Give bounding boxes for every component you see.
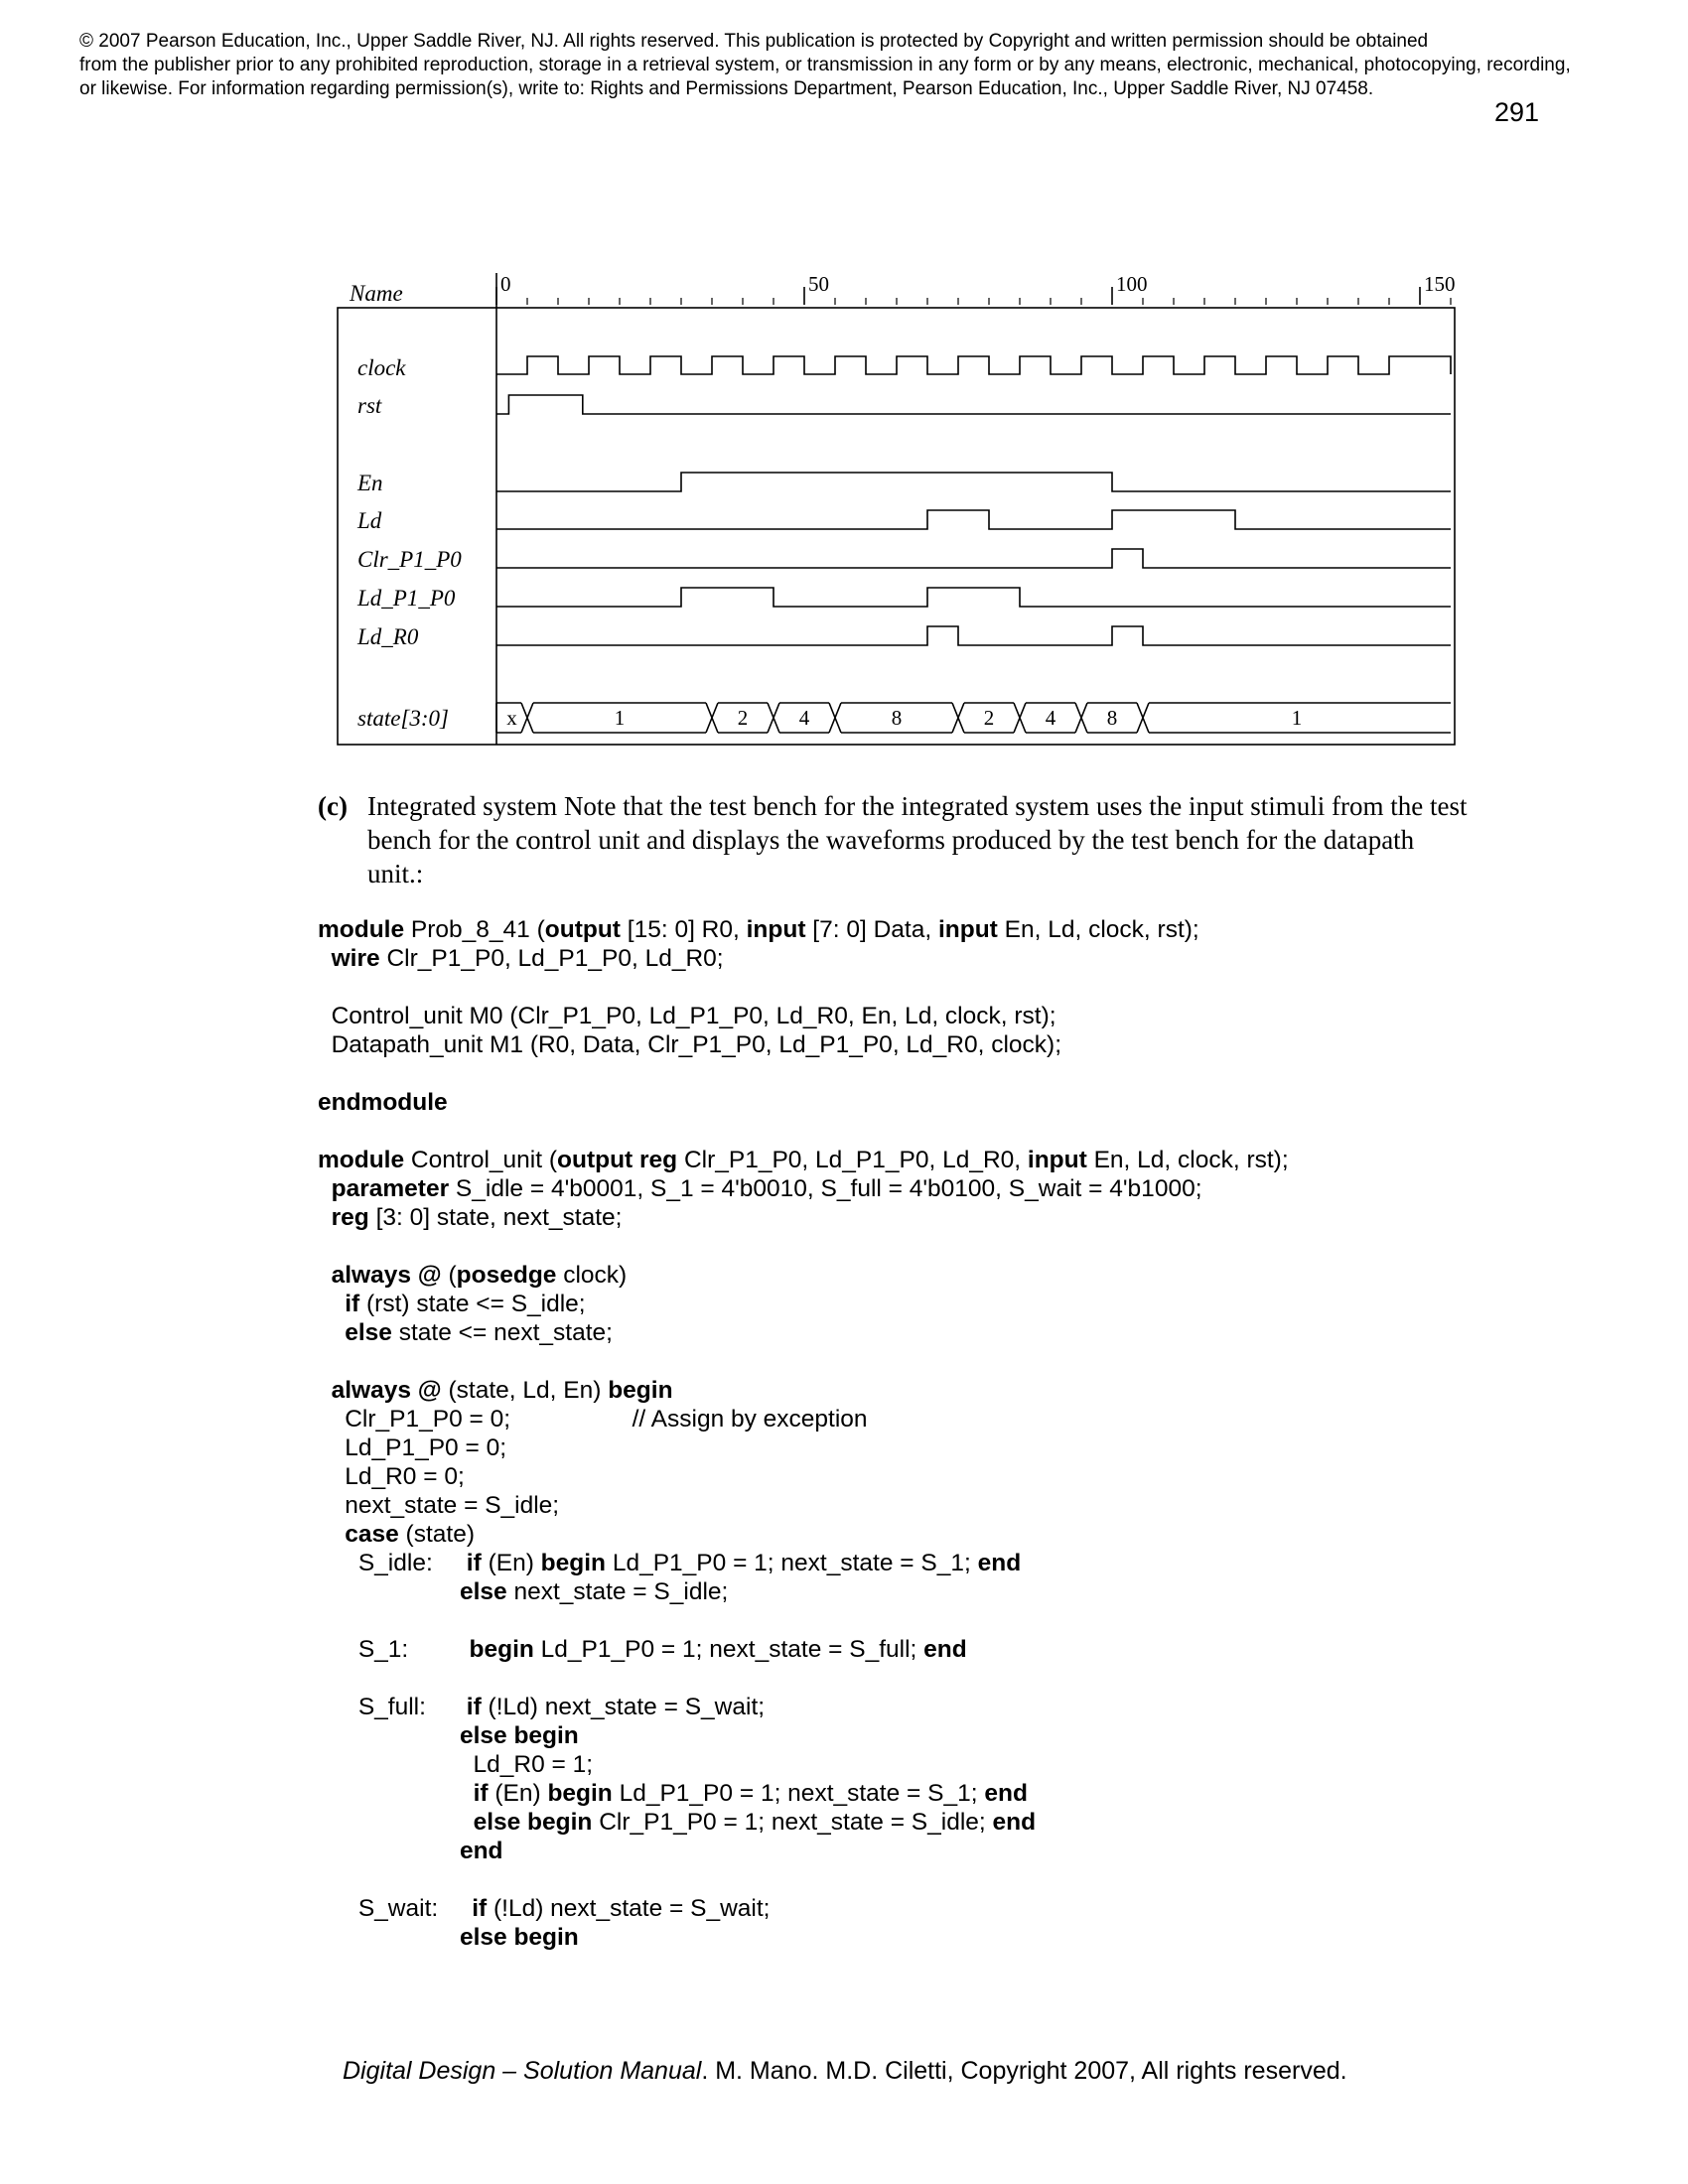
code-text [318, 1175, 332, 1202]
code-text: S_full: [318, 1694, 467, 1720]
code-keyword: input [1027, 1147, 1087, 1173]
timing-diagram [328, 263, 1479, 759]
code-keyword: end [923, 1636, 967, 1663]
code-text: Control_unit ( [404, 1147, 558, 1173]
code-text: Ld_P1_P0 = 1; next_state = S_1; [612, 1780, 985, 1807]
code-text: En, Ld, clock, rst); [1086, 1147, 1289, 1173]
code-line [318, 1635, 967, 1664]
code-keyword: posedge [456, 1262, 557, 1289]
page-footer [343, 2057, 1345, 2086]
code-line [318, 944, 724, 973]
bus-transition [706, 703, 718, 733]
footer-book-title: Digital Design – Solution Manual [343, 2057, 702, 2085]
bus-value-label: 8 [891, 706, 903, 730]
code-text [318, 945, 332, 972]
code-text: S_1: [318, 1636, 470, 1663]
signal-waveform [496, 549, 1451, 568]
code-text: (En) [488, 1780, 548, 1807]
code-keyword: parameter [331, 1175, 450, 1202]
bus-transition [768, 703, 779, 733]
signal-label: Ld [357, 508, 382, 533]
code-line [318, 1174, 1202, 1203]
code-keyword: end [992, 1809, 1037, 1836]
bus-value-label: 4 [1045, 706, 1056, 730]
signal-waveform [496, 473, 1451, 491]
code-keyword: if [345, 1291, 360, 1317]
code-line [318, 1577, 728, 1606]
code-line [318, 1290, 586, 1318]
code-keyword: begin [540, 1550, 607, 1576]
code-text: Control_unit M0 (Clr_P1_P0, Ld_P1_P0, Ld_R0, En, Ld, clock, rst); [318, 1003, 1056, 1029]
code-text [318, 1291, 345, 1317]
code-keyword: wire [331, 945, 380, 972]
code-keyword: case [345, 1521, 399, 1548]
code-text [318, 1780, 474, 1807]
code-keyword: end [984, 1780, 1028, 1807]
code-text [318, 1924, 460, 1951]
copyright-notice [79, 30, 1628, 101]
code-text: Datapath_unit M1 (R0, Data, Clr_P1_P0, Ld_P1_P0, Ld_R0, clock); [318, 1031, 1062, 1058]
code-text [318, 1838, 460, 1864]
code-keyword: output reg [557, 1147, 678, 1173]
signal-label: En [357, 471, 383, 495]
code-line [318, 1376, 673, 1405]
code-text: next_state = S_idle; [318, 1492, 560, 1519]
code-text [318, 1204, 332, 1231]
code-line [318, 1808, 1036, 1837]
section-paragraph [318, 789, 1470, 890]
code-keyword: begin [469, 1636, 534, 1663]
code-text: En, Ld, clock, rst); [997, 916, 1199, 943]
code-keyword: end [977, 1550, 1022, 1576]
code-line [318, 1405, 868, 1433]
code-text: (rst) state <= S_idle; [359, 1291, 586, 1317]
code-keyword: input [937, 916, 998, 943]
bus-transition [952, 703, 964, 733]
code-text: (En) [481, 1550, 541, 1576]
code-line [318, 1146, 1289, 1174]
code-keyword: endmodule [318, 1089, 448, 1116]
code-keyword: if [466, 1550, 482, 1576]
clock-waveform [496, 356, 1451, 374]
code-line [318, 1894, 771, 1923]
bus-value-label: 2 [983, 706, 995, 730]
bus-transition [1014, 703, 1026, 733]
code-keyword: if [466, 1694, 482, 1720]
code-text: next_state = S_idle; [506, 1578, 729, 1605]
code-text: Ld_R0 = 0; [318, 1463, 465, 1490]
copyright-line: © 2007 Pearson Education, Inc., Upper Saddle River, NJ. All rights reserved. This publication is protected by Copyright and written permission should be obtained [79, 31, 1429, 52]
code-text: Ld_P1_P0 = 1; next_state = S_1; [606, 1550, 978, 1576]
code-text: [7: 0] Data, [805, 916, 938, 943]
code-line [318, 1261, 627, 1290]
code-keyword: else begin [459, 1924, 579, 1951]
code-text: Clr_P1_P0, Ld_P1_P0, Ld_R0; [379, 945, 724, 972]
code-keyword: always @ [331, 1262, 442, 1289]
code-keyword: begin [608, 1377, 673, 1404]
axis-tick-label: 150 [1424, 272, 1456, 296]
code-keyword: end [459, 1838, 503, 1864]
code-line [318, 1837, 503, 1865]
signal-label: Clr_P1_P0 [357, 547, 462, 572]
code-text [318, 1377, 332, 1404]
code-line [318, 1203, 622, 1232]
code-line [318, 1549, 1021, 1577]
bus-value-label: x [506, 706, 517, 730]
code-text [318, 1809, 474, 1836]
code-text [318, 1262, 332, 1289]
code-text: Prob_8_41 ( [404, 916, 545, 943]
code-keyword: reg [331, 1204, 369, 1231]
code-keyword: else [345, 1319, 392, 1346]
code-line [318, 1491, 559, 1520]
code-line [318, 1779, 1028, 1808]
code-text: Clr_P1_P0, Ld_P1_P0, Ld_R0, [677, 1147, 1028, 1173]
code-text: ( [441, 1262, 457, 1289]
code-text [318, 1319, 345, 1346]
code-keyword: module [318, 1147, 405, 1173]
bus-transition [521, 703, 533, 733]
code-text: S_idle = 4'b0001, S_1 = 4'b0010, S_full = 4'b0100, S_wait = 4'b1000; [449, 1175, 1202, 1202]
signal-waveform [496, 588, 1451, 607]
code-text: S_wait: [318, 1895, 473, 1922]
code-text: [3: 0] state, next_state; [368, 1204, 623, 1231]
section-tag: (c) [318, 791, 348, 821]
code-keyword: else begin [473, 1809, 593, 1836]
code-text [318, 1578, 460, 1605]
code-text: Ld_R0 = 1; [318, 1751, 594, 1778]
bus-transition [1075, 703, 1087, 733]
axis-tick-label: 50 [808, 272, 829, 296]
code-text: [15: 0] R0, [620, 916, 747, 943]
bus-value-label: 1 [614, 706, 626, 730]
code-keyword: input [746, 916, 806, 943]
code-keyword: if [473, 1780, 489, 1807]
code-keyword: if [472, 1895, 488, 1922]
bus-value-label: 4 [798, 706, 810, 730]
bus-value-label: 1 [1291, 706, 1303, 730]
code-text: (!Ld) next_state = S_wait; [487, 1895, 771, 1922]
signal-waveform [496, 395, 1451, 414]
signal-label: state[3:0] [357, 706, 449, 731]
copyright-line: or likewise. For information regarding permission(s), write to: Rights and Permissions Department, Pearson Education, Inc., Upper Saddle River, NJ 07458. [79, 78, 1374, 99]
code-line [318, 915, 1199, 944]
bus-value-label: 8 [1106, 706, 1118, 730]
code-text: (!Ld) next_state = S_wait; [481, 1694, 766, 1720]
code-text: clock) [556, 1262, 628, 1289]
code-keyword: module [318, 916, 405, 943]
axis-tick-label: 100 [1116, 272, 1148, 296]
page-number: 291 [1493, 97, 1539, 127]
code-text: (state) [398, 1521, 475, 1548]
code-line [318, 1030, 1061, 1059]
code-keyword: output [544, 916, 621, 943]
code-text [318, 1521, 345, 1548]
code-text: Clr_P1_P0 = 0; // Assign by exception [318, 1406, 868, 1433]
code-keyword: begin [547, 1780, 613, 1807]
bus-value-label: 2 [737, 706, 749, 730]
copyright-line: from the publisher prior to any prohibited reproduction, storage in a retrieval system, or transmission in any form or by any means, electronic, mechanical, photocopying, recording, [79, 55, 1571, 75]
code-text: S_idle: [318, 1550, 467, 1576]
code-line [318, 1693, 765, 1721]
code-text: Ld_P1_P0 = 0; [318, 1434, 507, 1461]
code-line [318, 1750, 593, 1779]
signal-waveform [496, 510, 1451, 529]
code-text: Ld_P1_P0 = 1; next_state = S_full; [533, 1636, 924, 1663]
signal-label: Ld_R0 [357, 624, 419, 649]
code-line [318, 1088, 448, 1117]
code-line [318, 1462, 465, 1491]
axis-tick-label: 0 [500, 272, 511, 296]
code-line [318, 1318, 613, 1347]
signal-label: Ld_P1_P0 [357, 586, 456, 611]
signal-waveform [496, 626, 1451, 645]
code-text: (state, Ld, En) [441, 1377, 609, 1404]
code-keyword: else [459, 1578, 507, 1605]
footer-credits: . M. Mano. M.D. Ciletti, Copyright 2007, All rights reserved. [701, 2057, 1347, 2085]
signal-label: rst [357, 393, 382, 418]
name-column-header: Name [350, 281, 403, 306]
code-line [318, 1002, 1056, 1030]
bus-transition [829, 703, 841, 733]
code-text [318, 1722, 460, 1749]
section-text: Integrated system Note that the test bench for the integrated system uses the input stimuli from the test bench for the control unit and displays the waveforms produced by the test bench for the datapath unit.: [367, 791, 1468, 888]
signal-label: clock [357, 355, 406, 380]
code-text: state <= next_state; [391, 1319, 613, 1346]
code-line [318, 1520, 475, 1549]
code-keyword: always @ [331, 1377, 442, 1404]
bus-transition [1137, 703, 1149, 733]
code-keyword: else begin [459, 1722, 579, 1749]
code-line [318, 1721, 579, 1750]
code-line [318, 1923, 579, 1952]
code-line [318, 1433, 506, 1462]
code-text: Clr_P1_P0 = 1; next_state = S_idle; [592, 1809, 993, 1836]
